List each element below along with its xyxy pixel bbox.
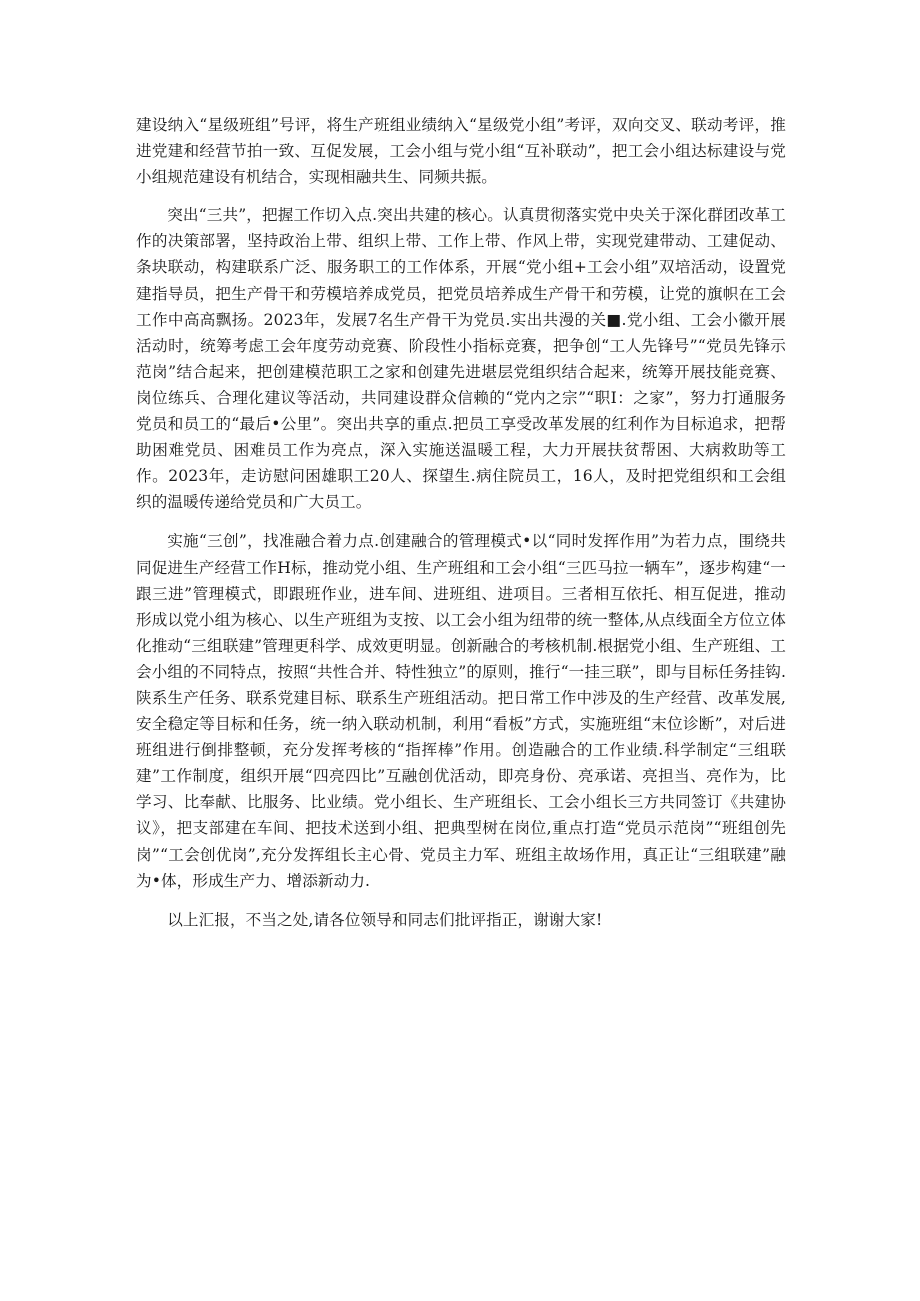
paragraph-2: 突出“三共”，把握工作切入点.突出共建的核心。认真贯彻落实党中央关于深化群团改革工作的决策部署，坚持政治上带、组织上带、工作上带、作风上带，实现党建带动、工建促动、条块联动，构建联系广泛、服务职工的工作体系，开展“党小组+工会小组”双培活动，设置党建指导员，把生产骨干和劳模培养成党员，把党员培养成生产骨干和劳模，让党的旗帜在工会工作中高高飘扬。2023年，发展7名生产骨干为党员.实出共漫的关■.党小组、工会小徽开展活动时，统筹考虑工会年度劳动竞赛、阶段性小指标竞赛，把争创“工人先锋号”“党员先锋示范岗”结合起来，把创建模范职工之家和创建先进堪层党组织结合起来，统筹开展技能竞赛、岗位练兵、合理化建议等活动，共同建设群众信赖的“党内之宗”“职I：之家”，努力打通服务党员和员工的“最后•公里”。突出共享的重点.把员工享受改革发展的红利作为目标追求，把帮助困难党员、困难员工作为亮点，深入实施送温暖工程，大力开展扶贫帮困、大病救助等工作。2023年，走访慰问困雄职工20人、探望生.病住院员工，16人，及时把党组织和工会组织的温暖传递给党员和广大员工。 <box>136 206 786 512</box>
document-body <box>136 112 786 933</box>
paragraph-3: 实施“三创”，找准融合着力点.创建融合的管理模式•以“同时发挥作用”为若力点，围绕共同促进生产经营工作H标，推动党小组、生产班组和工会小组“三匹马拉一辆车”，逐步构建“一跟三进”管理模式，即跟班作业，进车间、进班组、进项目。三者相互依托、相互促进，推动形成以党小组为核心、以生产班组为支按、以工会小组为纽带的统一整体,从点线面全方位立体化推动“三组联建”管理更科学、成效更明显。创新融合的考核机制.根据党小组、生产班组、工会小组的不同特点，按照“共性合并、特性独立”的原则，推行“一挂三联”，即与目标任务挂钩.陕系生产任务、联系党建目标、联系生产班组活动。把日常工作中涉及的生产经营、改革发展,安全稳定等目标和任务，统一纳入联动机制，利用“看板”方式，实施班组“末位诊断”，对后进班组进行倒排整顿，充分发挥考核的“指挥棒”作用。创造融合的工作业绩.科学制定“三组联建”工作制度，组织开展“四亮四比”互融创优活动，即亮身份、亮承诺、亮担当、亮作为，比学习、比奉献、比服务、比业绩。党小组长、生产班组长、工会小组长三方共同签订《共建协议》，把支部建在车间、把技术送到小组、把典型树在岗位,重点打造“党员示范岗”“班组创先岗”“工会创优岗”,充分发挥组长主心骨、党员主力军、班组主故场作用，真正让“三组联建”融为•体，形成生产力、增添新动力. <box>136 532 786 890</box>
closing-paragraph: 以上汇报，不当之处,请各位领导和同志们批评指正，谢谢大家! <box>167 910 603 929</box>
paragraph-1: 建设纳入“星级班组”号评，将生产班组业绩纳入“星级党小组”考评，双向交叉、联动考评，推进党建和经营节拍一致、互促发展，工会小组与党小组“互补联动”，把工会小组达标建设与党小组规范建设有机结合，实现相融共生、同频共振。 <box>136 116 786 187</box>
